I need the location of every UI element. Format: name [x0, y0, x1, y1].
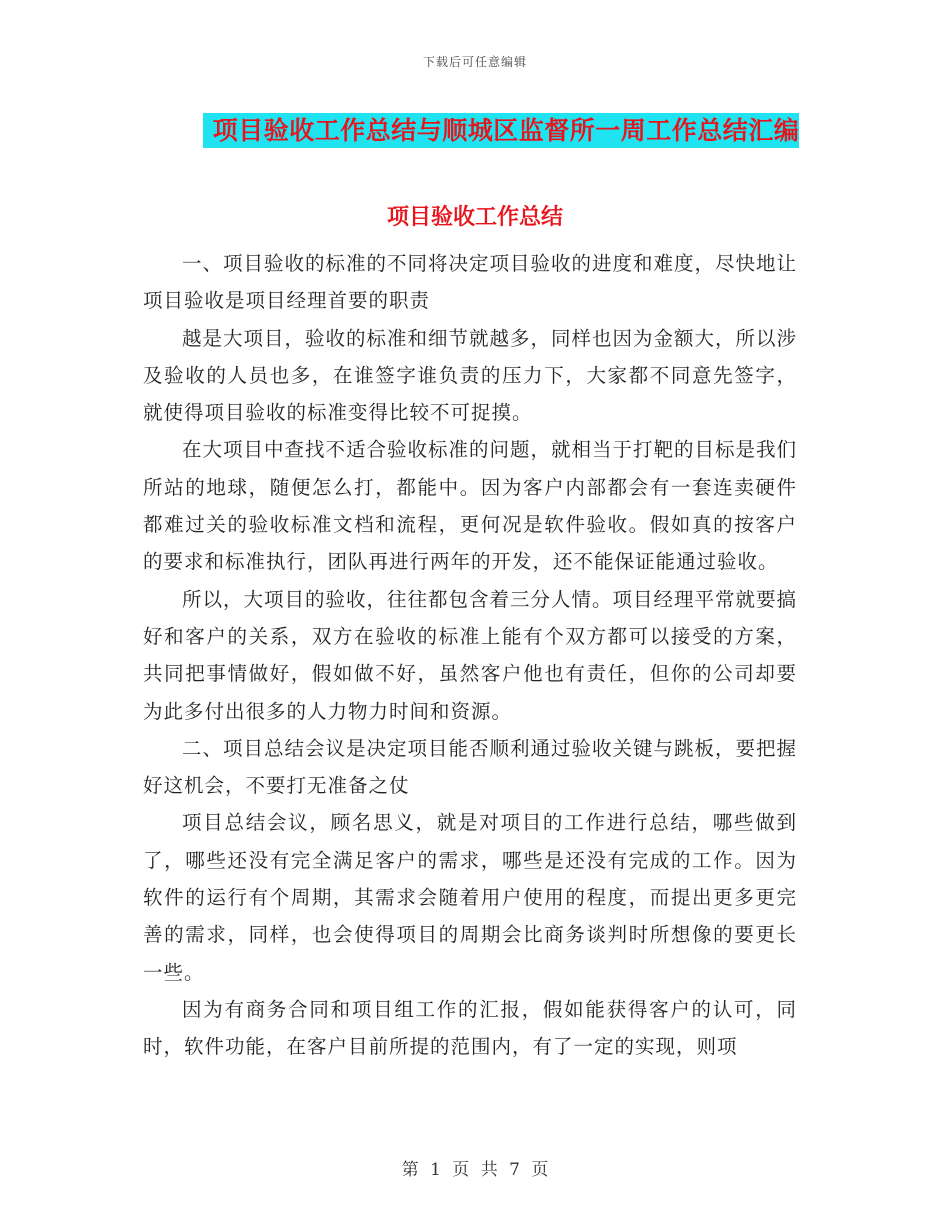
document-body [143, 245, 797, 1066]
page-header-note: 下载后可任意编辑 [422, 55, 527, 69]
paragraph: 所以，大项目的验收，往往都包含着三分人情。项目经理平常就要搞好和客户的关系，双方在验收的标准上能有个双方都可以接受的方案，共同把事情做好，假如做不好，虽然客户他也有责任，但你的公司却要为此多付出很多的人力物力时间和资源。 [143, 587, 798, 723]
page-number-footer: 第 1 页 共 7 页 [401, 1160, 549, 1180]
paragraph: 项目总结会议，顾名思义，就是对项目的工作进行总结，哪些做到了，哪些还没有完全满足客户的需求，哪些是还没有完成的工作。因为软件的运行有个周期，其需求会随着用户使用的程度，而提出更多更完善的需求，同样，也会使得项目的周期会比商务谈判时所想像的要更长一些。 [143, 811, 797, 984]
section-title: 项目验收工作总结 [386, 205, 563, 230]
paragraph: 在大项目中查找不适合验收标准的问题，就相当于打靶的目标是我们所站的地球，随便怎么打，都能中。因为客户内部都会有一套连卖硬件都难过关的验收标准文档和流程，更何况是软件验收。假如真的按客户的要求和标准执行，团队再进行两年的开发，还不能保证能通过验收。 [143, 438, 798, 574]
document-main-title: 项目验收工作总结与顺城区监督所一周工作总结汇编 [203, 113, 800, 148]
paragraph: 越是大项目，验收的标准和细节就越多，同样也因为金额大，所以涉及验收的人员也多，在谁签字谁负责的压力下，大家都不同意先签字，就使得项目验收的标准变得比较不可捉摸。 [143, 326, 798, 425]
paragraph: 一、项目验收的标准的不同将决定项目验收的进度和难度，尽快地让项目验收是项目经理首要的职责 [143, 252, 798, 313]
main-title-container [0, 113, 950, 148]
paragraph: 二、项目总结会议是决定项目能否顺利通过验收关键与跳板，要把握好这机会，不要打无准备之仗 [143, 736, 798, 798]
paragraph: 因为有商务合同和项目组工作的汇报，假如能获得客户的认可，同时，软件功能，在客户目前所提的范围内，有了一定的实现，则项 [143, 997, 797, 1059]
